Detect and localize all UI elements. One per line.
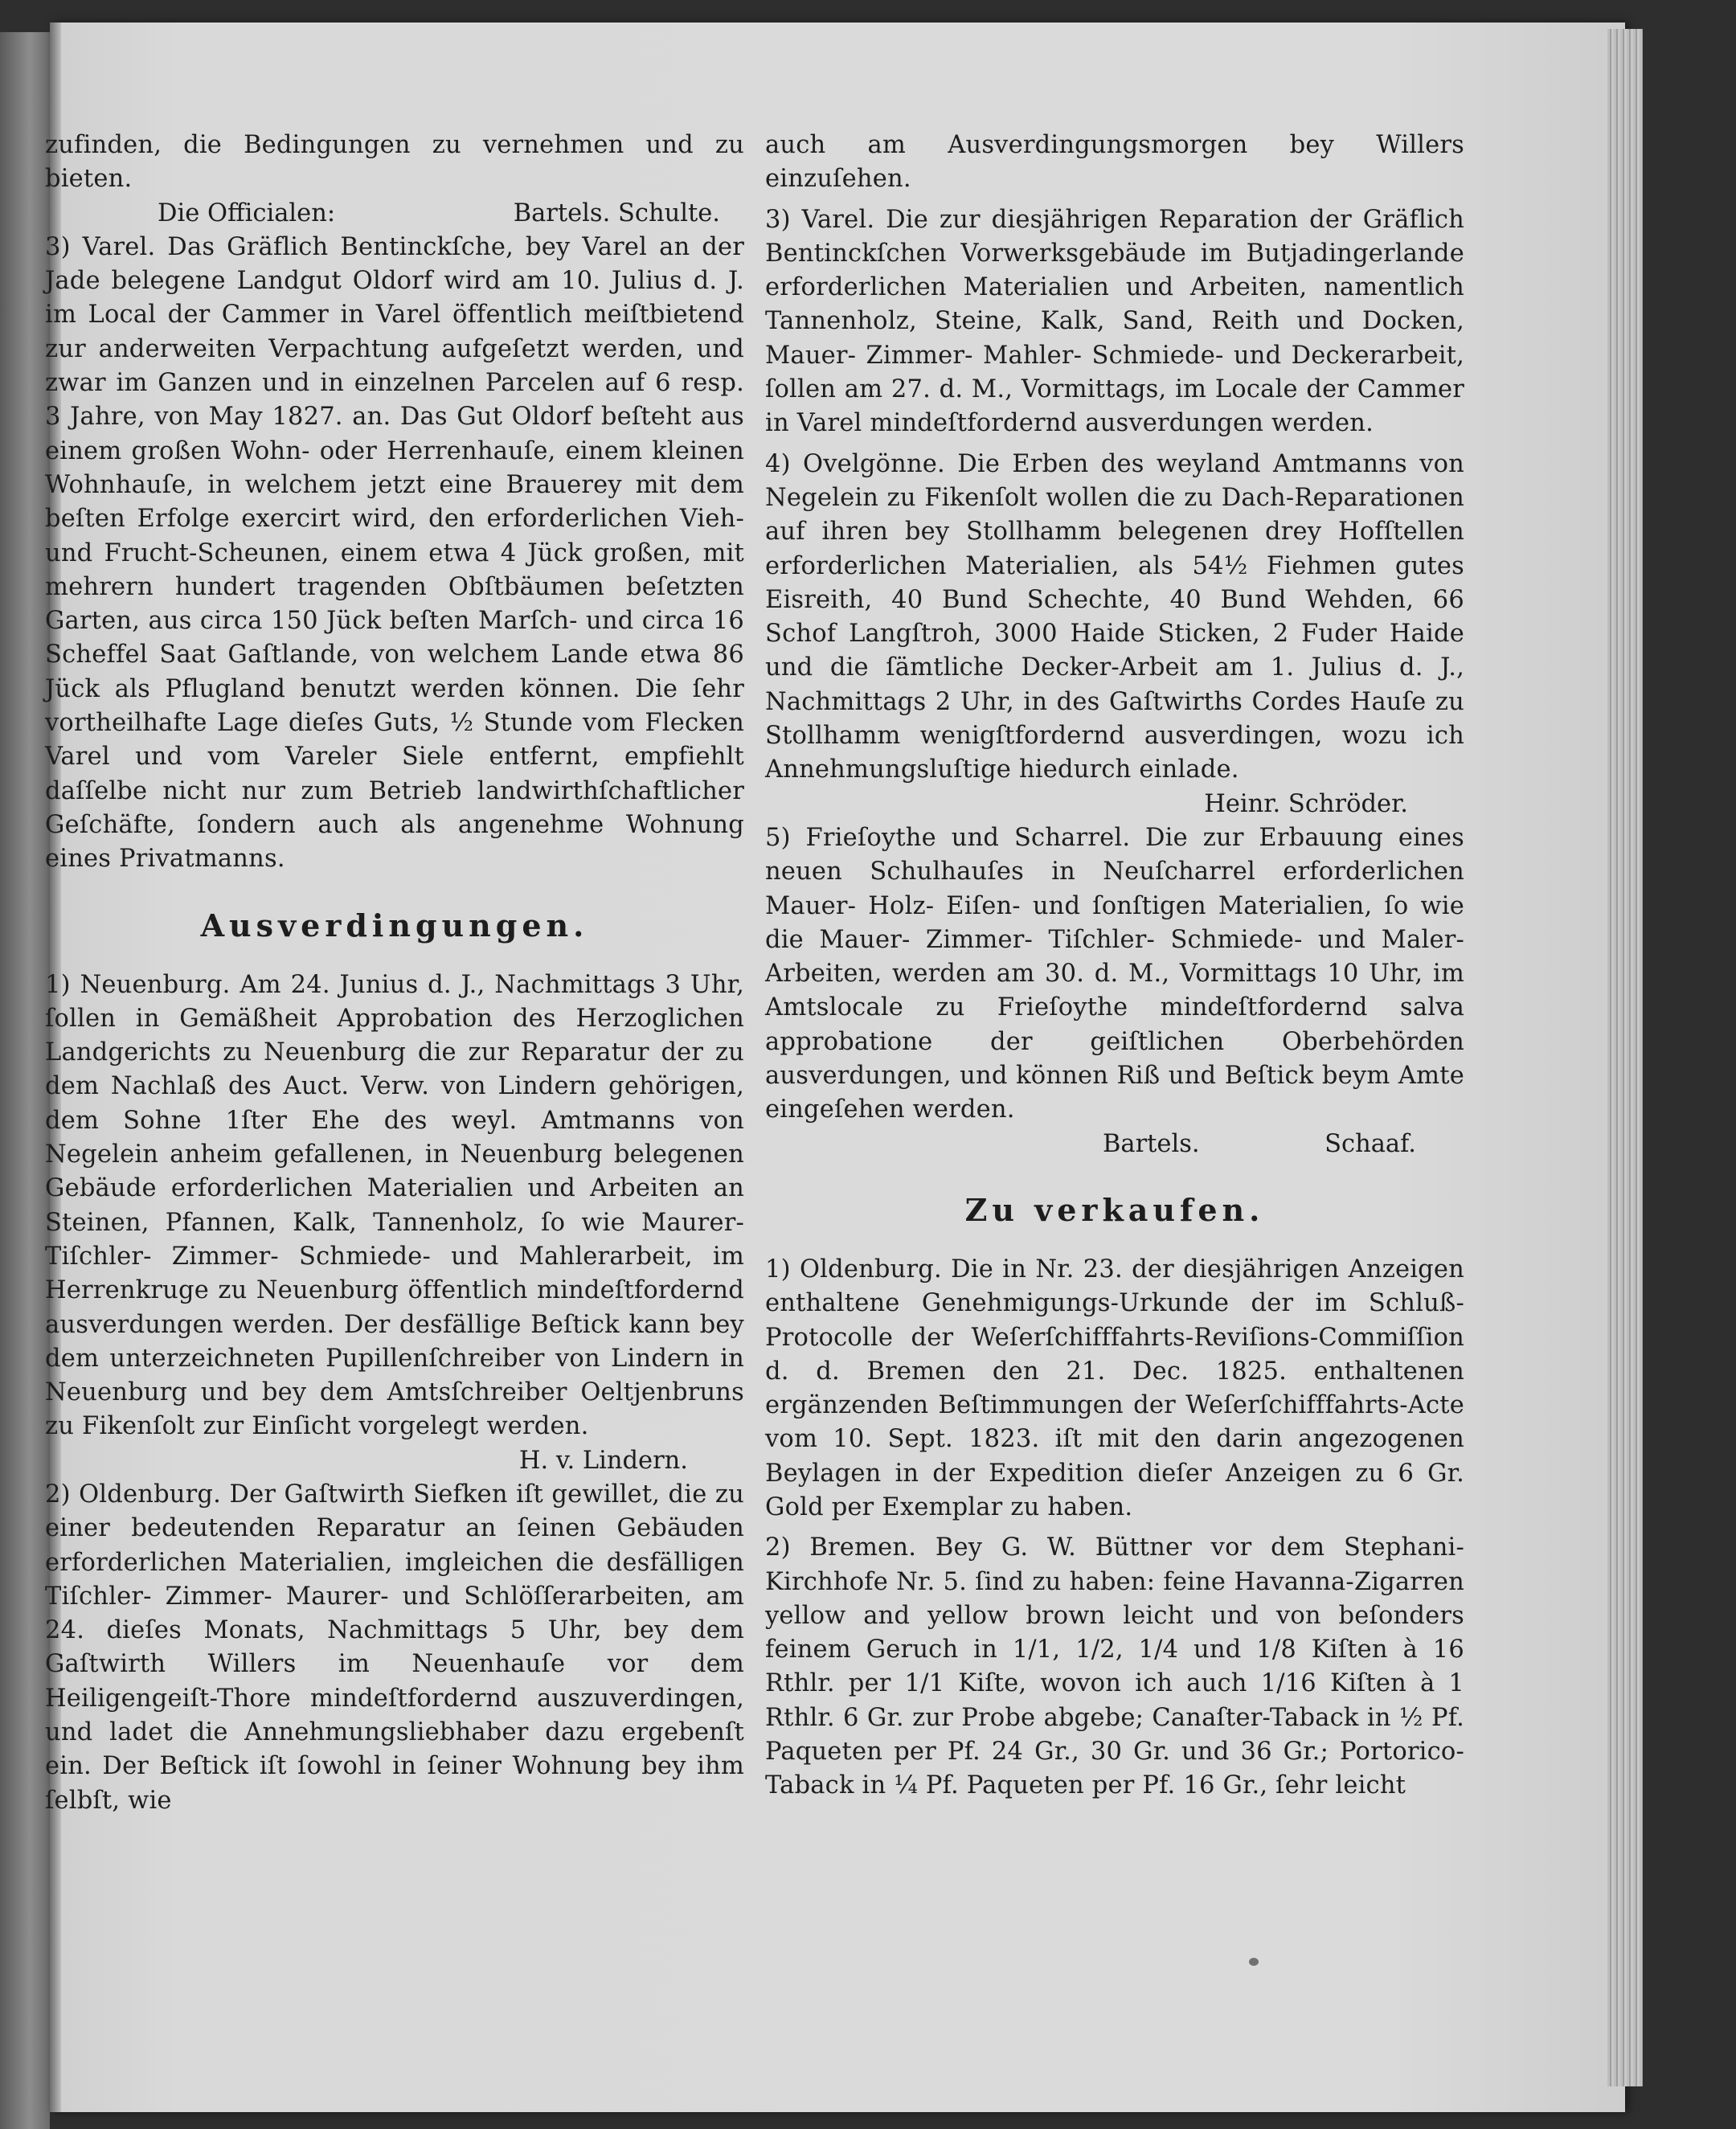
previous-page-edge [0, 32, 50, 2129]
signature-lindern: H. v. Lindern. [518, 1446, 688, 1475]
officials-label: Die Officialen: [158, 199, 336, 227]
notice-neuenburg: 1) Neuenburg. Am 24. Junius d. J., Nachmittags 3 Uhr, ſollen in Gemäßheit Approbation des Herzoglichen Landgerichts zu Neuenburg die zur Reparatur der zu dem Nachlaß des Auct. Verw. von Lindern gehörigen, dem Sohne 1ſter Ehe des weyl. Amtmanns von Negelein anheim gefallenen, in Neuenburg belegenen Gebäude erforderlichen Materialien und Arbeiten an Steinen, Pfannen, Kalk, Tannenholz, ſo wie Maurer- Tiſchler- Zimmer- Schmiede- und Mahlerarbeit, im Herrenkruge zu Neuenburg öffentlich mindeſtfordernd ausverdungen werden. Der desfällige Beſtick kann bey dem unterzeichneten Pupillenſchreiber von Lindern in Neuenburg und bey dem Amtsſchreiber Oeltjenbruns zu Fikenſolt zur Einſicht vorgelegt werden. [45, 970, 744, 1441]
notice-varel-oldorf: 3) Varel. Das Gräflich Bentinckſche, bey Varel an der Jade belegene Landgut Oldorf wird am 10. Julius d. J. im Local der Cammer in Varel öffentlich meiſtbietend zur anderweiten Verpachtung aufgeſetzt werden, und zwar im Ganzen und in einzelnen Parcelen auf 6 resp. 3 Jahre, von May 1827. an. Das Gut Oldorf beſteht aus einem großen Wohn- oder Herrenhauſe, einem kleinen Wohnhauſe, in welchem jetzt eine Brauerey mit dem beſten Erfolge exercirt wird, den erforderlichen Vieh- und Frucht-Scheunen, einem etwa 4 Jück großen, mit mehrern hundert tragenden Obſtbäumen beſetzten Garten, aus circa 150 Jück beſten Marſch- und circa 16 Scheffel Saat Gaſtlande, von welchem Lande etwa 86 Jück als Pflugland benutzt werden können. Die ſehr vortheilhafte Lage dieſes Guts, ½ Stunde vom Flecken Varel und vom Vareler Siele entfernt, empfiehlt daſſelbe nicht nur zum Betrieb landwirthſchaftlicher Geſchäfte, ſondern auch als angenehme Wohnung eines Privatmanns. [45, 232, 744, 874]
signature-bartels: Bartels. [1103, 1129, 1200, 1158]
ink-spot [1249, 1958, 1259, 1966]
section-heading-ausverdingungen: Ausverdingungen. [200, 907, 589, 944]
notice-bremen-buettner: 2) Bremen. Bey G. W. Büttner vor dem Stephani-Kirchhofe Nr. 5. ſind zu haben: feine Havanna-Zigarren yellow and yellow brown leicht und von beſonders feinem Geruch in 1/1, 1/2, 1/4 und 1/8 Kiſten à 16 Rthlr. per 1/1 Kiſte, wovon ich auch 1/16 Kiſten à 1 Rthlr. 6 Gr. zur Probe abgebe; Canaſter-Taback in ½ Pf. Paqueten per Pf. 24 Gr., 30 Gr. und 36 Gr.; Portorico-Taback in ¼ Pf. Paqueten per Pf. 16 Gr., ſehr leicht [765, 1533, 1464, 1800]
notice-oldenburg-urkunde: 1) Oldenburg. Die in Nr. 23. der diesjährigen Anzeigen enthaltene Genehmigungs-Urkunde der im Schluß-Protocolle der Weſerſchifffahrts-Reviſions-Commiſſion d. d. Bremen den 21. Dec. 1825. enthaltenen ergänzenden Beſtimmungen der Weſerſchifffahrts-Acte vom 10. Sept. 1823. iſt mit den darin angezogenen Beylagen in der Expedition dieſer Anzeigen zu 6 Gr. Gold per Exemplar zu haben. [765, 1255, 1464, 1521]
signature-schaaf: Schaaf. [1325, 1129, 1416, 1158]
officials-names: Bartels. Schulte. [513, 199, 720, 227]
signature-bartels-schaaf [765, 1128, 1464, 1161]
right-column [765, 129, 1464, 1804]
page-stack-edges [1607, 29, 1643, 2086]
signature-schroeder: Heinr. Schröder. [1204, 789, 1408, 818]
left-column [45, 129, 744, 1818]
notice-friesoythe-scharrel: 5) Frieſoythe und Scharrel. Die zur Erbauung eines neuen Schulhauſes in Neuſcharrel erforderlichen Mauer- Holz- Eiſen- und ſonſtigen Materialien, ſo wie die Mauer- Zimmer- Tiſchler- Schmiede- und Maler-Arbeiten, werden am 30. d. M., Vormittags 10 Uhr, im Amtslocale zu Frieſoythe mindeſtfordernd salva approbatione der geiſtlichen Oberbehörden ausverdungen, und können Riß und Beſtick beym Amte eingeſehen werden. [765, 823, 1464, 1124]
left-officials-signature [45, 197, 744, 231]
notice-ovelgoenne: 4) Ovelgönne. Die Erben des weyland Amtmanns von Negelein zu Fikenſolt wollen die zu Dach-Reparationen auf ihren bey Stollhamm belegenen drey Hofſtellen erforderlichen Materialien, als 54½ Fiehmen gutes Eisreith, 40 Bund Schechte, 40 Bund Wehden, 66 Schof Langſtroh, 3000 Haide Sticken, 2 Fuder Haide und die ſämtliche Decker-Arbeit am 1. Julius d. J., Nachmittags 2 Uhr, in des Gaſtwirths Cordes Hauſe zu Stollhamm wenigſtfordernd ausverdingen, wozu ich Annehmungsluſtige hiedurch einlade. [765, 449, 1464, 784]
section-heading-zu-verkaufen: Zu verkaufen. [964, 1191, 1265, 1228]
notice-varel-butjadingen: 3) Varel. Die zur diesjährigen Reparation der Gräflich Bentinckſchen Vorwerksgebäude im Butjadingerlande erforderlichen Materialien und Arbeiten, namentlich Tannenholz, Steine, Kalk, Sand, Reith und Docken, Mauer- Zimmer- Mahler- Schmiede- und Deckerarbeit, ſollen am 27. d. M., Vormittags, im Locale der Cammer in Varel mindeſtfordernd ausverdungen werden. [765, 205, 1464, 438]
right-paragraph-continuation: auch am Ausverdingungsmorgen bey Willers einzuſehen. [765, 131, 1464, 194]
notice-oldenburg-siefken: 2) Oldenburg. Der Gaſtwirth Siefken iſt gewillet, die zu einer bedeutenden Reparatur an ſeinen Gebäuden erforderlichen Materialien, imgleichen die desfälligen Tiſchler- Zimmer- Maurer- und Schlöſſerarbeiten, am 24. dieſes Monats, Nachmittags 5 Uhr, bey dem Gaſtwirth Willers im Neuenhauſe vor dem Heiligengeiſt-Thore mindeſtfordernd auszuverdingen, und ladet die Annehmungsliebhaber dazu ergebenſt ein. Der Beſtick iſt ſowohl in ſeiner Wohnung bey ihm ſelbſt, wie [45, 1480, 744, 1815]
left-paragraph-continuation: zufinden, die Bedingungen zu vernehmen und zu bieten. [45, 131, 744, 194]
